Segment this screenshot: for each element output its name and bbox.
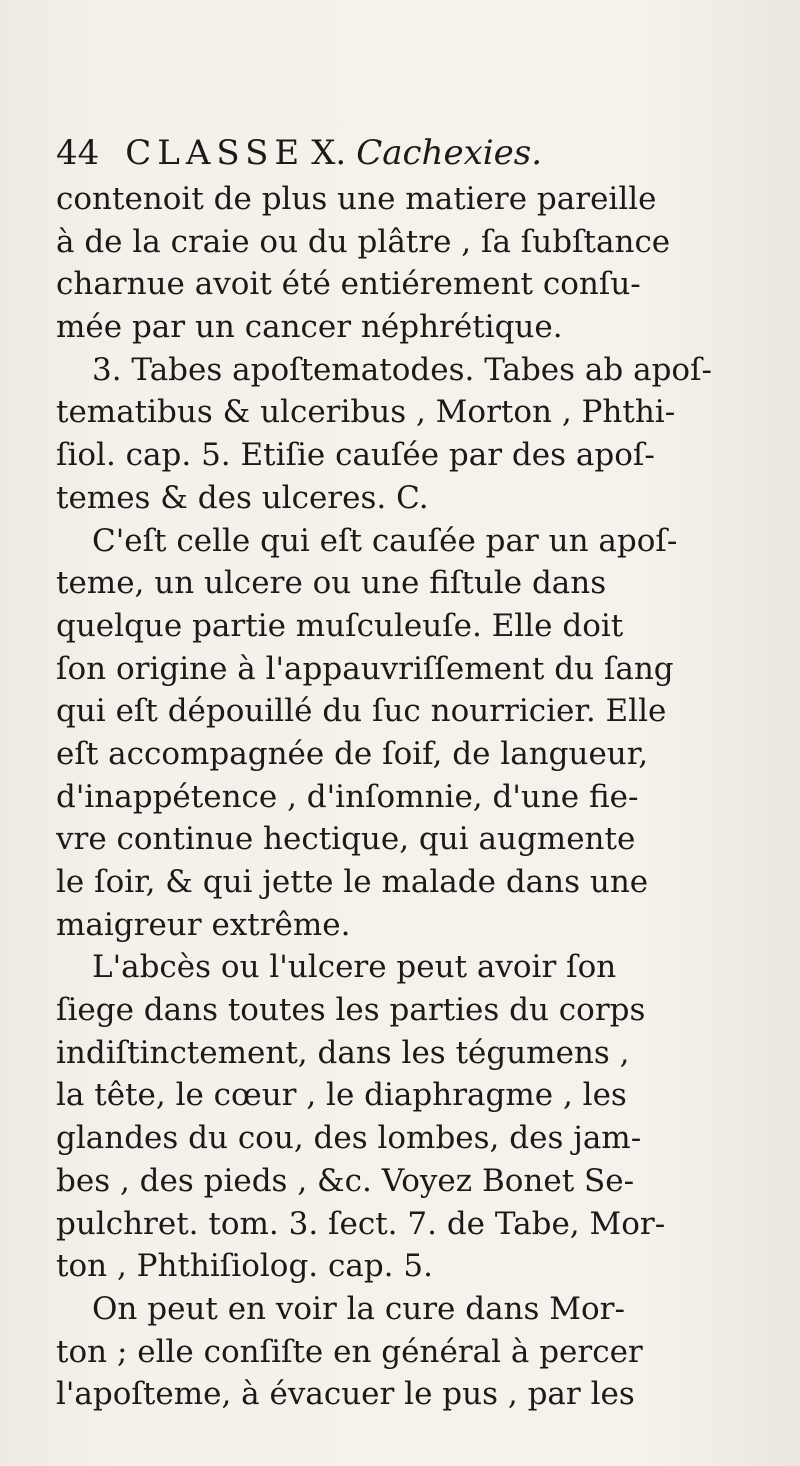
text-line: quelque partie muſculeuſe. Elle doit	[56, 607, 624, 644]
text-line: maigreur extrême.	[56, 906, 351, 943]
class-label: CLASSE	[125, 133, 306, 173]
text-line: On peut en voir la cure dans Mor-	[92, 1290, 625, 1327]
section-title: Cachexies.	[356, 133, 543, 173]
class-number: X.	[311, 133, 347, 173]
text-line: contenoit de plus une matiere pareille	[56, 181, 657, 217]
text-line: à de la craie ou du plâtre , ſa ſubſtance	[56, 223, 671, 260]
text-line: ton , Phthiſiolog. cap. 5.	[56, 1248, 433, 1285]
text-line: indiſtinctement, dans les tégumens ,	[56, 1034, 630, 1071]
text-line: ſon origine à l'appauvriſſement du ſang	[56, 650, 674, 687]
text-line: l'apoſteme, à évacuer le pus , par les	[56, 1376, 635, 1413]
text-line: eſt accompagnée de ſoif, de langueur,	[56, 735, 649, 772]
text-line: qui eſt dépouillé du ſuc nourricier. Elle	[56, 693, 667, 730]
text-line: 3. Tabes apoſtematodes. Tabes ab apoſ-	[92, 351, 713, 388]
text-line: ſiol. cap. 5. Etiſie cauſée par des apoſ-	[56, 437, 655, 474]
text-line: mée par un cancer néphrétique.	[56, 309, 563, 346]
body-text	[56, 178, 776, 1416]
text-line: bes , des pieds , &c. Voyez Bonet Se-	[56, 1162, 635, 1199]
text-line: le ſoir, & qui jette le malade dans une	[56, 864, 649, 900]
text-line: charnue avoit été entiérement conſu-	[56, 266, 641, 303]
text-line: glandes du cou, des lombes, des jam-	[56, 1120, 642, 1157]
running-header	[56, 128, 756, 178]
text-line: ſiege dans toutes les parties du corps	[56, 992, 646, 1029]
text-line: temes & des ulceres. C.	[56, 479, 429, 516]
text-line: d'inappétence , d'inſomnie, d'une fie-	[56, 778, 639, 815]
text-line: C'eſt celle qui eſt cauſée par un apoſ-	[92, 522, 678, 559]
text-line: pulchret. tom. 3. ſect. 7. de Tabe, Mor-	[56, 1205, 666, 1242]
text-line: ton ; elle conſiſte en général à percer	[56, 1333, 643, 1370]
text-line: L'abcès ou l'ulcere peut avoir ſon	[92, 949, 617, 986]
text-line: tematibus & ulceribus , Morton , Phthi-	[56, 394, 676, 431]
text-line: la tête, le cœur , le diaphragme , les	[56, 1077, 627, 1114]
text-line: teme, un ulcere ou une fiſtule dans	[56, 565, 607, 602]
text-line: vre continue hectique, qui augmente	[56, 821, 636, 858]
page-number: 44	[56, 133, 100, 173]
